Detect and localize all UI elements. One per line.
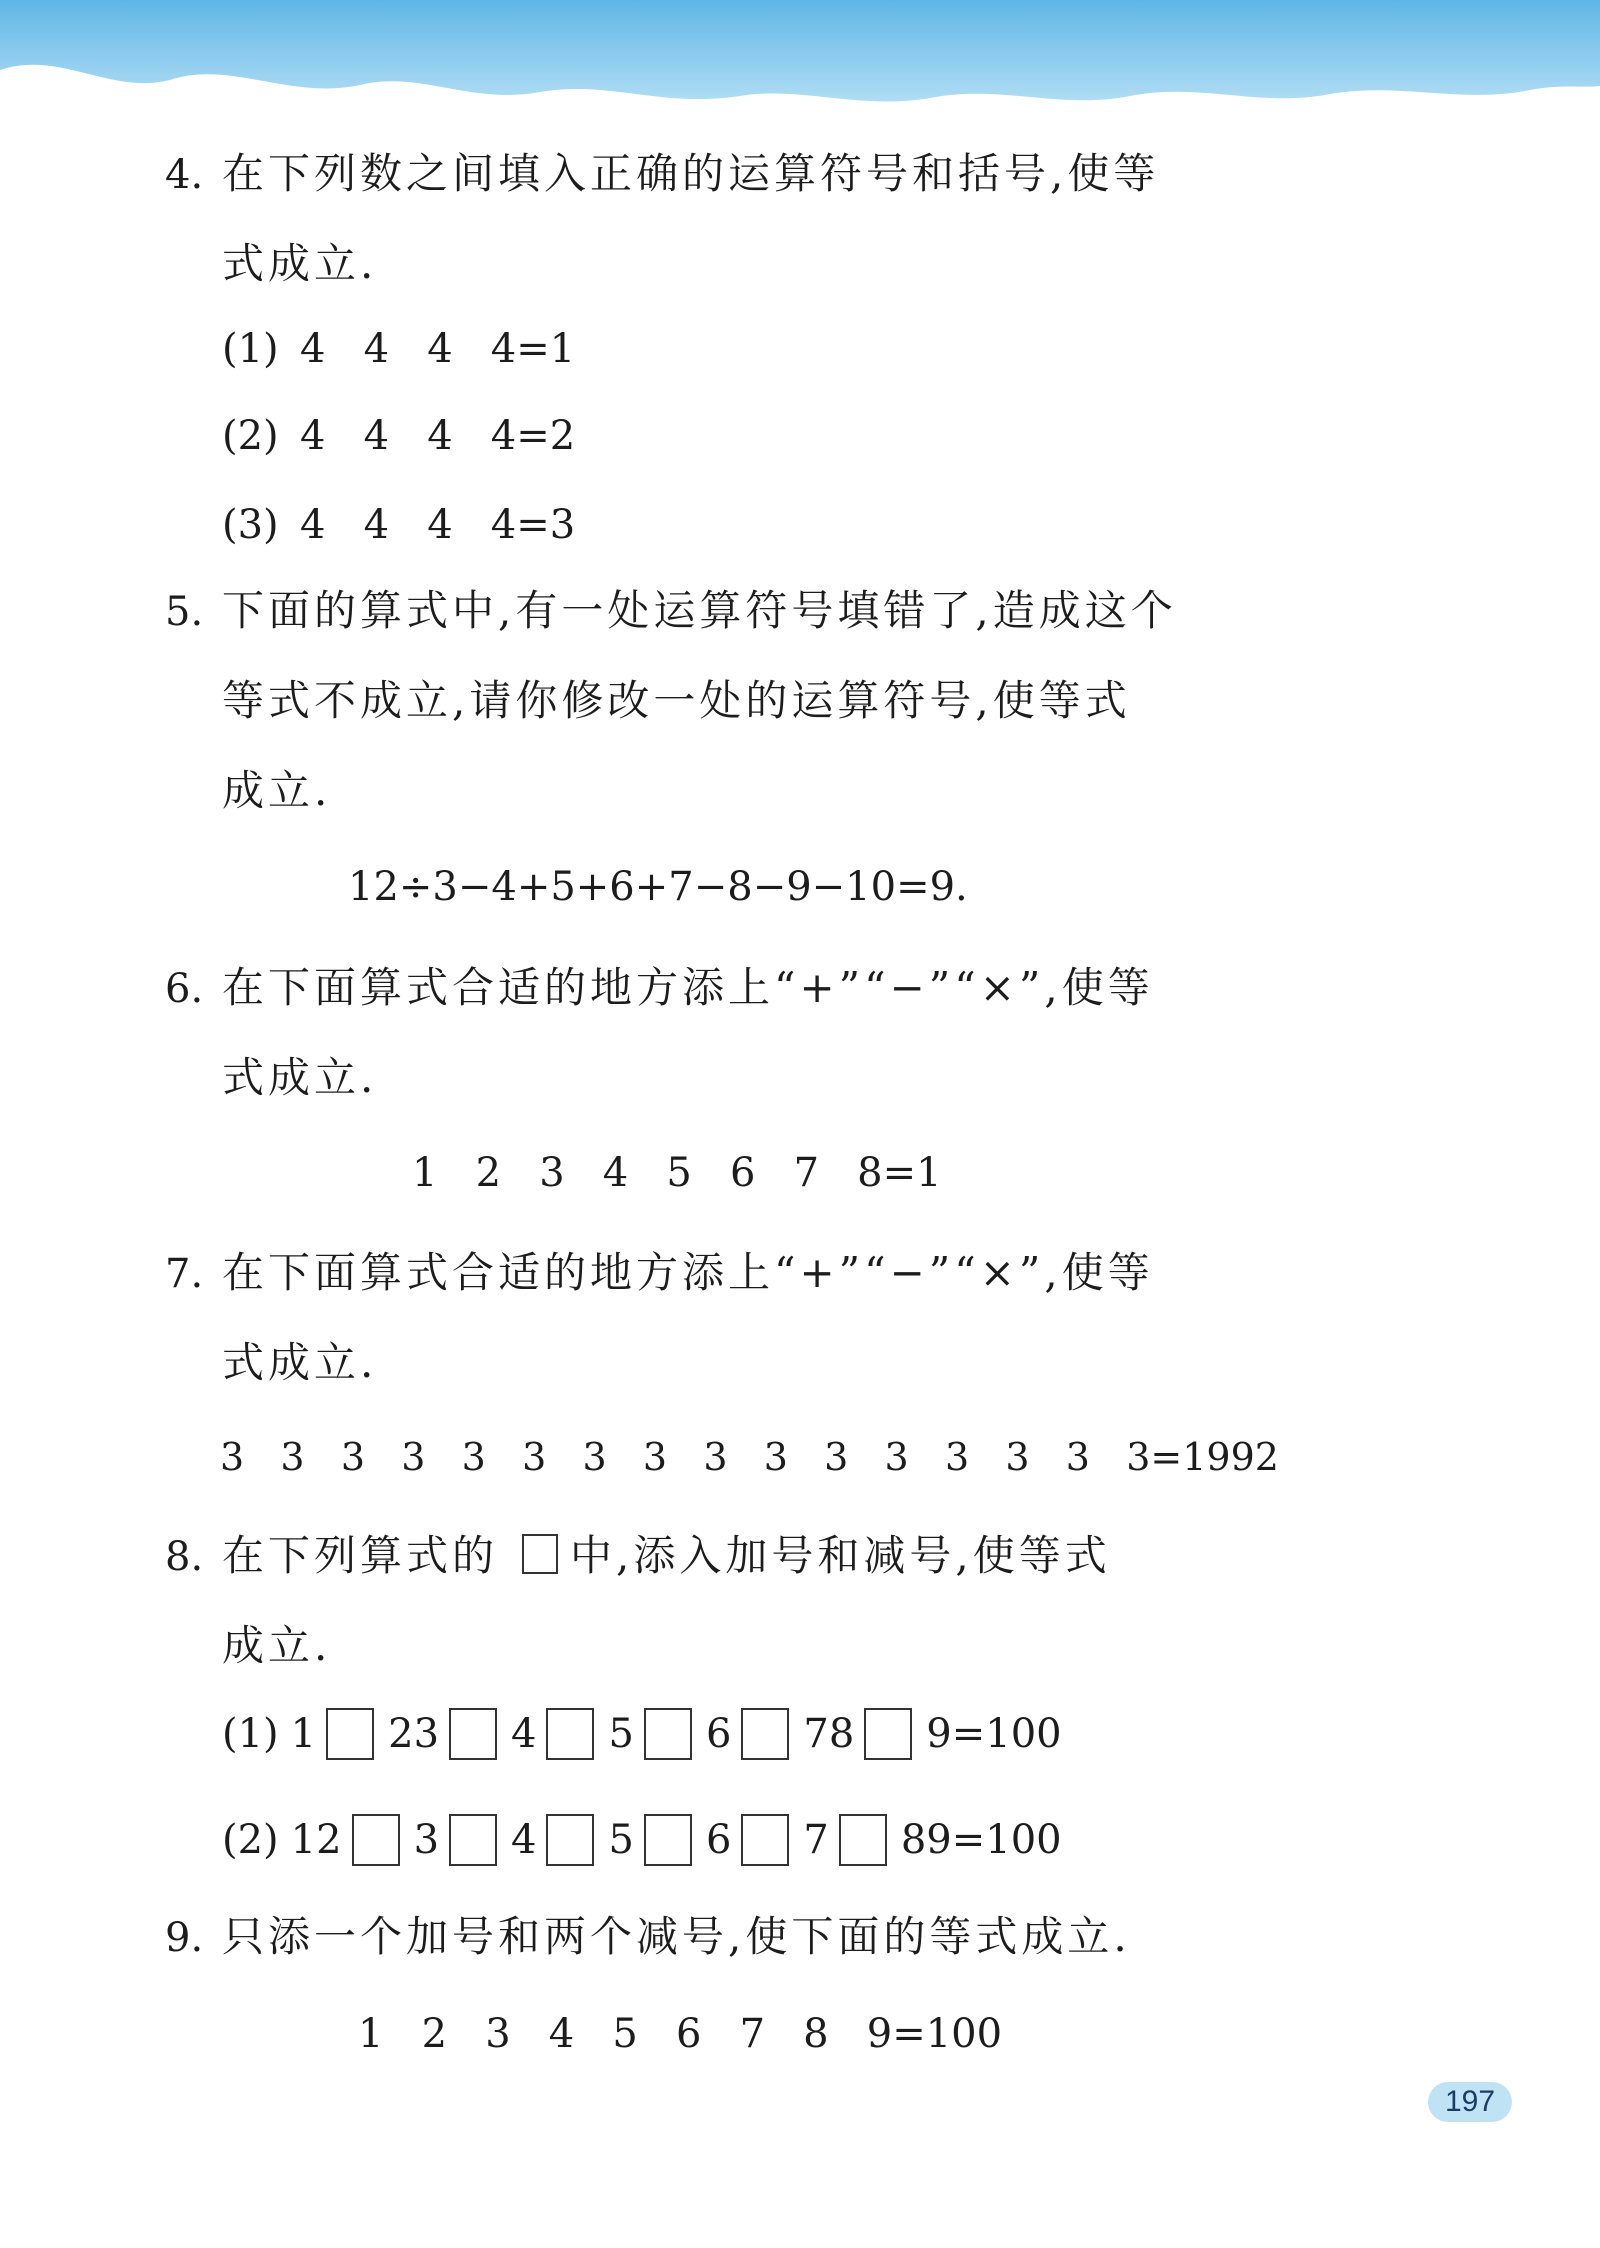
operator-input-box[interactable]	[644, 1708, 692, 1760]
question-8-text-line1a: 在下列算式的	[222, 1531, 499, 1580]
question-8-row-2-part-7: 89=100	[900, 1817, 1062, 1863]
question-6-number: 6.	[165, 966, 204, 1012]
operator-input-box[interactable]	[839, 1814, 887, 1866]
question-4-item-2-expr: 4 4 4 4=2	[300, 413, 576, 459]
question-8-row-2-part-2: 3	[413, 1817, 440, 1863]
question-4-item-3-label: (3)	[222, 502, 279, 548]
question-8-row-1-part-1: 1	[290, 1711, 317, 1757]
question-6-text-line1: 在下面算式合适的地方添上“+”“−”“×”,使等	[222, 963, 1154, 1012]
question-4-text-line2: 式成立.	[222, 239, 378, 288]
question-8-row-2-part-5: 6	[705, 1817, 732, 1863]
operator-input-box[interactable]	[741, 1814, 789, 1866]
question-7-expression: 3 3 3 3 3 3 3 3 3 3 3 3 3 3 3 3=1992	[220, 1435, 1279, 1479]
question-4-item-1-expr: 4 4 4 4=1	[300, 326, 576, 372]
operator-input-box[interactable]	[546, 1708, 594, 1760]
question-4-item-3-expr: 4 4 4 4=3	[300, 502, 576, 548]
question-5-number: 5.	[165, 589, 204, 635]
question-8-row-1-part-7: 9=100	[926, 1711, 1062, 1757]
question-8-text-line1b: 中,添入加号和减号,使等式	[570, 1531, 1111, 1580]
question-9-text-line1: 只添一个加号和两个减号,使下面的等式成立.	[222, 1912, 1131, 1961]
question-9-expression: 1 2 3 4 5 6 7 8 9=100	[358, 2011, 1003, 2057]
question-8-row-1-part-3: 4	[511, 1711, 537, 1757]
question-7-text-line1: 在下面算式合适的地方添上“+”“−”“×”,使等	[222, 1248, 1154, 1297]
question-5-text-line3: 成立.	[222, 766, 332, 815]
question-8-row-1-part-5: 6	[705, 1711, 732, 1757]
sky-cloud-banner	[0, 0, 1600, 120]
operator-input-box[interactable]	[449, 1814, 497, 1866]
page-number: 197	[1444, 2085, 1496, 2118]
question-8-row-2-label: (2)	[222, 1817, 279, 1863]
question-8-number: 8.	[165, 1534, 204, 1580]
operator-input-box[interactable]	[326, 1708, 374, 1760]
question-8-row-2-part-4: 5	[608, 1817, 634, 1863]
question-8-row-1	[222, 1708, 1062, 1760]
operator-input-box[interactable]	[352, 1814, 400, 1866]
question-5-expression: 12÷3−4+5+6+7−8−9−10=9.	[348, 864, 968, 910]
page-number-badge	[1428, 2082, 1512, 2122]
question-8-row-1-part-2: 23	[388, 1711, 440, 1757]
question-4-number: 4.	[165, 152, 204, 198]
question-7-text-line2: 式成立.	[222, 1338, 378, 1387]
question-8-text-line2: 成立.	[222, 1621, 332, 1670]
question-5-text-line2: 等式不成立,请你修改一处的运算符号,使等式	[222, 676, 1131, 725]
operator-input-box[interactable]	[546, 1814, 594, 1866]
question-6-text-line2: 式成立.	[222, 1053, 378, 1102]
operator-input-box[interactable]	[449, 1708, 497, 1760]
operator-input-box[interactable]	[741, 1708, 789, 1760]
question-4-item-2-label: (2)	[222, 413, 279, 459]
question-8-row-1-part-6: 78	[803, 1711, 855, 1757]
question-9-number: 9.	[165, 1915, 204, 1961]
question-8-row-2-part-6: 7	[803, 1817, 829, 1863]
question-8-row-1-label: (1)	[222, 1711, 279, 1757]
question-8-row-1-part-4: 5	[608, 1711, 634, 1757]
operator-input-box[interactable]	[644, 1814, 692, 1866]
question-8-row-2	[222, 1814, 1062, 1866]
blank-square-sample	[522, 1534, 558, 1574]
question-8-row-2-part-3: 4	[511, 1817, 537, 1863]
question-4-item-1-label: (1)	[222, 326, 279, 372]
question-5-text-line1: 下面的算式中,有一处运算符号填错了,造成这个	[222, 586, 1177, 635]
question-6-expression: 1 2 3 4 5 6 7 8=1	[412, 1150, 942, 1196]
question-7-number: 7.	[165, 1251, 204, 1297]
question-4-text-line1: 在下列数之间填入正确的运算符号和括号,使等	[222, 149, 1160, 198]
operator-input-box[interactable]	[864, 1708, 912, 1760]
question-8-row-2-part-1: 12	[290, 1817, 342, 1863]
